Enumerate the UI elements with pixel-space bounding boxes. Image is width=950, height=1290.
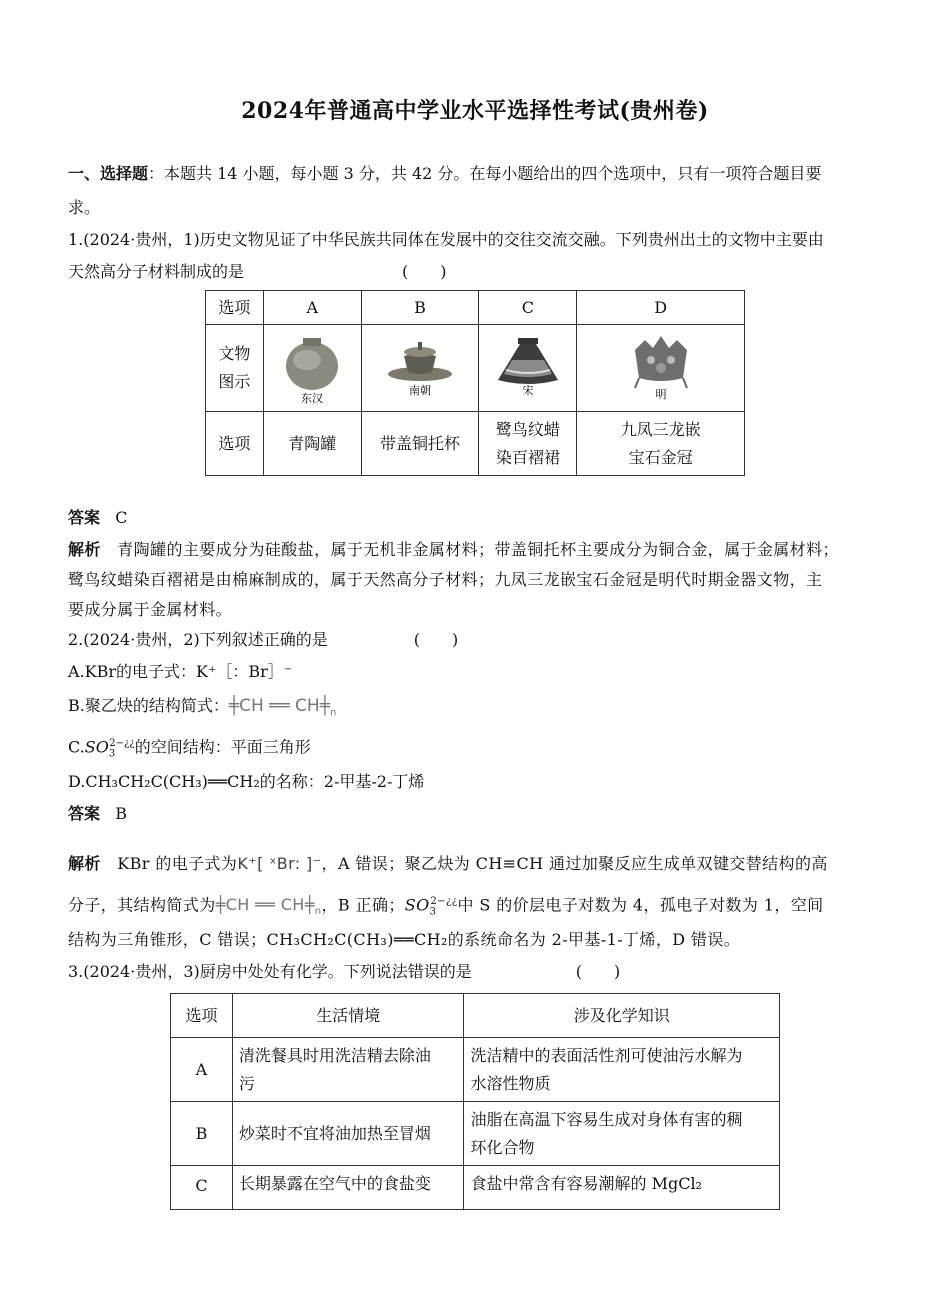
jar-icon: [277, 330, 347, 406]
skirt-icon: [488, 330, 568, 406]
q1-stem-1: 1.(2024·贵州，1)历史文物见证了中华民族共同体在发展中的交往交流交融。下列贵州出土的文物中主要由: [68, 230, 824, 249]
q1-name-b: 带盖铜托杯: [361, 412, 479, 476]
q1-analysis-text-1: 青陶罐的主要成分为硅酸盐，属于无机非金属材料；带盖铜托杯主要成分为铜合金，属于金属材料；: [117, 540, 839, 559]
q1-analysis-1: [68, 538, 839, 562]
q1-name-c: [479, 412, 577, 476]
q1-answer-value: C: [115, 508, 128, 527]
q1-table-name-row: [206, 412, 745, 476]
q2-analysis-2-formula: ╪CH ══ $CH╪_n$: [215, 895, 322, 918]
q2-analysis-1b: ，A 错误；聚乙炔为 CH≡CH 通过加聚反应生成单双键交替结构的高: [321, 854, 828, 873]
q3-row-c-know-1: 食盐中常含有容易潮解的 MgCl₂: [470, 1174, 702, 1193]
q1-image-a: [263, 325, 361, 412]
q2-analysis-1: [68, 852, 828, 876]
q1-th-a: A: [263, 291, 361, 325]
q1-name-a: 青陶罐: [263, 412, 361, 476]
q2-option-a: A.KBr的电子式：K⁺［：Br］⁻: [68, 662, 293, 681]
q1-answer-label: 答案: [68, 508, 101, 527]
q3-th-knowledge: 涉及化学知识: [464, 994, 780, 1038]
q1-stem-2-text: 天然高分子材料制成的是: [68, 262, 245, 281]
q1-image-row-label: [206, 325, 264, 412]
q1-paren: ( ): [402, 262, 447, 281]
q1-image-b: [361, 325, 479, 412]
q2-option-b-formula: ╪CH ══ $CH╪_n$: [228, 696, 337, 719]
q2-analysis-2b: ，B 正确；: [321, 895, 405, 915]
q1-analysis-label: 解析: [68, 540, 101, 559]
q3-paren: ( ): [575, 962, 621, 981]
q1-name-d-2: 宝石金冠: [628, 447, 693, 467]
q1-th-b: B: [361, 291, 479, 325]
q3-table: [170, 993, 780, 1210]
q3-row-a-life-2: 污: [238, 1074, 255, 1093]
q3-stem: [68, 960, 620, 984]
q3-row-b-knowledge: [464, 1102, 780, 1166]
q2-analysis-2-sup: 2−¿¿: [430, 896, 458, 907]
q1-th-d: D: [577, 291, 745, 325]
q2-stem-text: 2.(2024·贵州，2)下列叙述正确的是: [68, 630, 328, 649]
image-d-caption: 明: [655, 388, 667, 401]
q2-option-c-pre: C.: [68, 737, 85, 757]
q3-table-header: [171, 994, 780, 1038]
q2-option-c-sub: 3: [108, 748, 116, 760]
q2-option-c-sup: 2−¿¿: [109, 738, 135, 749]
q2-option-b: [68, 694, 336, 725]
q3-row-b-know-2: 环化合物: [470, 1138, 535, 1157]
q3-row-a-know-2: 水溶性物质: [470, 1074, 551, 1093]
q2-analysis-2: [68, 890, 824, 925]
q1-answer: [68, 506, 128, 530]
q2-analysis-1-formula: K⁺[ ˣBr: ]⁻: [237, 854, 322, 873]
q3-stem-text: 3.(2024·贵州，3)厨房中处处有化学。下列说法错误的是: [68, 962, 472, 981]
q3-row-a-option: A: [171, 1038, 233, 1102]
q2-answer-label: 答案: [68, 804, 101, 823]
crown-icon: [621, 330, 701, 406]
q3-row-c-option: C: [171, 1166, 233, 1210]
q1-name-row-label: 选项: [206, 412, 264, 476]
q1-image-c: [479, 325, 577, 412]
q3-th-option: 选项: [171, 994, 233, 1038]
section-intro: [68, 162, 821, 186]
q2-analysis-label: 解析: [68, 854, 101, 873]
q2-analysis-2-sub: 3: [429, 906, 437, 918]
image-a-caption: 东汉: [301, 392, 324, 405]
q2-option-b-text: B.聚乙炔的结构简式：: [68, 696, 229, 715]
q3-row-c: [171, 1166, 780, 1210]
section-label: 一、选择题: [68, 164, 149, 183]
q1-name-d: [577, 412, 745, 476]
q1-analysis-3: 要成分属于金属材料。: [68, 600, 233, 619]
q1-name-c-2: 染百褶裙: [495, 447, 560, 467]
q2-analysis-3: 结构为三角锥形，C 错误；CH₃CH₂C(CH₃)══CH₂的系统命名为 2-甲基-1-丁烯，D 错误。: [68, 930, 741, 949]
q2-analysis-2c: 中 S 的价层电子对数为 4，孤电子对数为 1，空间: [457, 895, 824, 915]
q3-row-a-knowledge: [464, 1038, 780, 1102]
q3-row-c-life-1: 长期暴露在空气中的食盐变: [238, 1174, 431, 1193]
q1-name-d-1: 九凤三龙嵌: [620, 419, 701, 439]
section-intro-2: 求。: [68, 198, 101, 217]
q1-image-row-label-2: 图示: [218, 372, 251, 391]
q1-th-option: 选项: [206, 291, 264, 325]
q2-stem: [68, 628, 458, 652]
q2-analysis-1a: KBr 的电子式为: [117, 854, 238, 873]
q1-th-c: C: [479, 291, 577, 325]
image-b-caption: 南朝: [409, 384, 432, 397]
q1-image-d: [577, 325, 745, 412]
q3-row-b-life-1: 炒菜时不宜将油加热至冒烟: [238, 1123, 431, 1143]
q3-row-b-know-1: 油脂在高温下容易生成对身体有害的稠: [470, 1110, 743, 1129]
q3-row-a-life: [232, 1038, 464, 1102]
q2-answer-value: B: [115, 804, 128, 823]
q1-stem-2: [68, 260, 447, 284]
q3-row-a-life-1: 清洗餐具时用洗洁精去除油: [238, 1046, 431, 1065]
q2-option-c-post: 的空间结构：平面三角形: [134, 737, 311, 757]
q3-row-c-knowledge: [464, 1166, 780, 1210]
q2-option-d: D.CH₃CH₂C(CH₃)══CH₂的名称：2-甲基-2-丁烯: [68, 772, 425, 791]
q1-analysis-2: 鹭鸟纹蜡染百褶裙是由棉麻制成的，属于天然高分子材料；九凤三龙嵌宝石金冠是明代时期金器文物，主: [68, 570, 823, 589]
q3-row-b-option: B: [171, 1102, 233, 1166]
q3-row-c-life: [232, 1166, 464, 1210]
q2-paren: ( ): [413, 630, 459, 649]
q2-analysis-2a: 分子，其结构简式为: [68, 895, 216, 915]
page-title: 2024年普通高中学业水平选择性考试(贵州卷): [241, 98, 709, 124]
q2-answer: [68, 802, 127, 826]
q3-row-a: [171, 1038, 780, 1102]
cup-icon: [380, 330, 460, 406]
q3-row-a-know-1: 洗洁精中的表面活性剂可使油污水解为: [470, 1046, 743, 1065]
q2-option-c: [68, 732, 311, 767]
q1-table-image-row: [206, 325, 745, 412]
q3-row-b: [171, 1102, 780, 1166]
section-intro-text: ：本题共 14 小题，每小题 3 分，共 42 分。在每小题给出的四个选项中，只有一项符合题目要: [148, 164, 822, 183]
q1-image-row-label-1: 文物: [218, 344, 251, 363]
q1-table: [205, 290, 745, 476]
q3-th-life: 生活情境: [232, 994, 464, 1038]
q2-analysis-2-so: SO: [404, 895, 430, 915]
q2-option-c-so: SO: [84, 737, 109, 757]
image-c-caption: 宋: [522, 384, 534, 397]
q1-name-c-1: 鹭鸟纹蜡: [495, 419, 560, 439]
q3-row-b-life: [232, 1102, 464, 1166]
q1-table-header: [206, 291, 745, 325]
